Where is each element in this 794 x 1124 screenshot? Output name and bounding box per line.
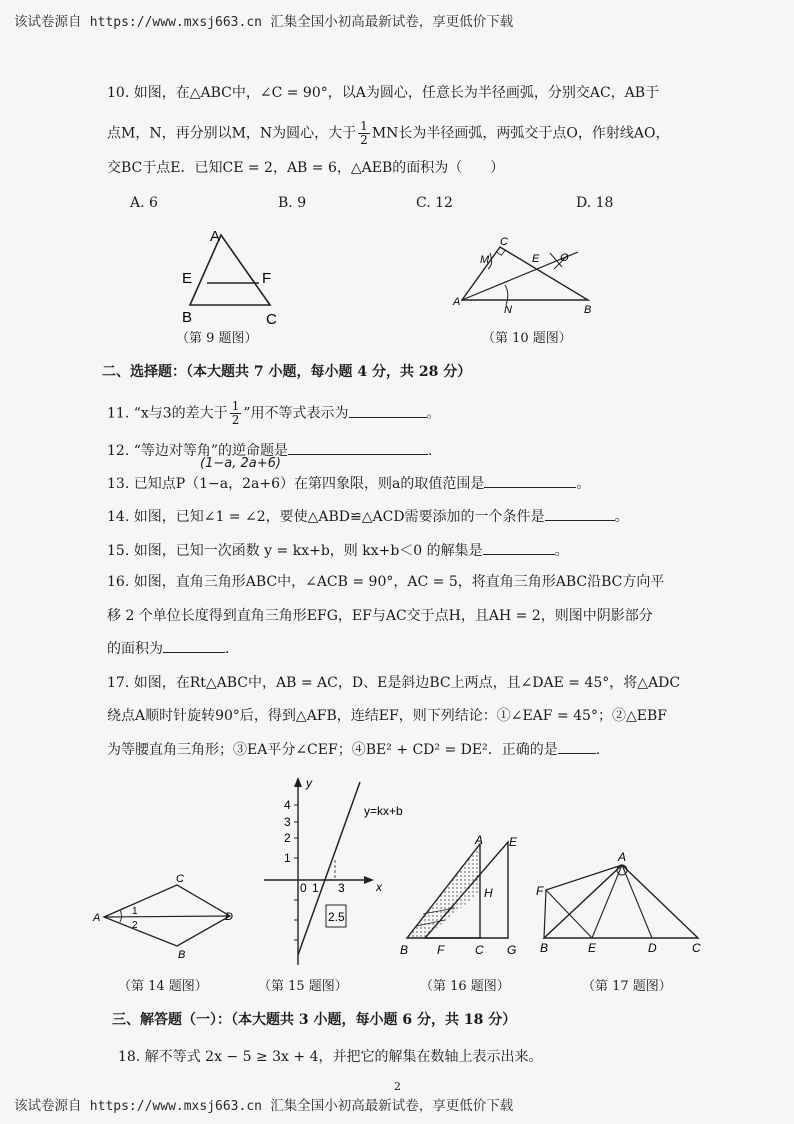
- q11-text-a: 11. “x与3的差大于: [107, 405, 228, 422]
- q11-end: 。: [426, 405, 441, 422]
- q18: 18. 解不等式 2x − 5 ≥ 3x + 4，并把它的解集在数轴上表示出来。: [118, 1049, 543, 1065]
- fig9-label-b: B: [182, 309, 193, 326]
- banner-suffix: 汇集全国小初高最新试卷，享更低价下载: [270, 14, 514, 30]
- fig9-label-c: C: [266, 311, 277, 328]
- banner-prefix: 该试卷源自: [14, 14, 82, 30]
- q11: [107, 400, 441, 427]
- figure-16: [395, 830, 530, 960]
- q11-fraction: [230, 400, 242, 427]
- q15-end: 。: [554, 543, 569, 559]
- q17-line2: 绕点A顺时针旋转90°后，得到△AFB，连结EF，则下列结论：①∠EAF = 45°；②△EBF: [107, 708, 667, 724]
- fig17-label-c: C: [692, 941, 701, 955]
- banner-url-link-bottom[interactable]: https://www.mxsj663.cn: [89, 1099, 262, 1114]
- q17-line3-text: 为等腰直角三角形；③EA平分∠CEF；④BE² + CD² = DE²．正确的是: [107, 742, 558, 758]
- fig17-label-b: B: [540, 941, 549, 955]
- fig14-label-b: B: [178, 949, 186, 961]
- fig15-ytick-2: 2: [284, 831, 291, 845]
- fig10-label-m: M: [480, 254, 490, 266]
- fig14-label-2: 2: [132, 920, 138, 931]
- q16-line3-text: 的面积为: [107, 641, 163, 657]
- q11-frac-num: 1: [231, 399, 240, 413]
- fig14-caption: （第 14 题图）: [118, 979, 208, 994]
- q16-line1: 16. 如图，直角三角形ABC中，∠ACB = 90°，AC = 5，将直角三角形ABC沿BC方向平: [107, 574, 665, 590]
- top-banner: [14, 10, 513, 30]
- page-number: 2: [394, 1080, 401, 1093]
- q10-option-a[interactable]: A. 6: [130, 195, 158, 211]
- fraction-half: [358, 120, 370, 147]
- q10-option-c[interactable]: C. 12: [416, 195, 453, 211]
- q10-line1: 10. 如图，在△ABC中，∠C = 90°，以A为圆心，任意长为半径画弧，分别交AC，AB于: [107, 85, 660, 101]
- q17-line1: 17. 如图，在Rt△ABC中，AB = AC，D、E是斜边BC上两点，且∠DAE = 45°，将△ADC: [107, 675, 681, 691]
- q11-text-b: ”用不等式表示为: [243, 405, 349, 422]
- fig16-label-h: H: [484, 886, 493, 900]
- fig15-box-label: 2.5: [328, 910, 345, 924]
- q14: [107, 506, 629, 527]
- figure-9: [170, 225, 300, 328]
- fig15-caption: （第 15 题图）: [258, 979, 348, 994]
- fig15-axis-x: x: [376, 880, 382, 894]
- figure-14: [92, 870, 242, 960]
- q17-line3: [107, 739, 600, 760]
- q14-text: 14. 如图，已知∠1 = ∠2，要使△ABD≌△ACD需要添加的一个条件是: [107, 509, 545, 525]
- q10-line3: 交BC于点E．已知CE = 2，AB = 6，△AEB的面积为（ ）: [107, 160, 505, 176]
- q16-answer-blank[interactable]: [163, 638, 225, 653]
- figure-10: [450, 235, 600, 320]
- fig9-label-a: A: [210, 228, 221, 245]
- section3-title: 三、解答题（一）：（本大题共 3 小题，每小题 6 分，共 18 分）: [112, 1012, 517, 1028]
- q11-frac-den: 2: [231, 413, 240, 427]
- fig14-label-a: A: [93, 912, 101, 924]
- q14-answer-blank[interactable]: [545, 506, 615, 521]
- banner-suffix-bottom: 汇集全国小初高最新试卷，享更低价下载: [270, 1098, 514, 1114]
- q13-answer-blank[interactable]: [484, 473, 576, 488]
- fig15-axis-y: y: [306, 776, 312, 790]
- fig14-label-1: 1: [132, 906, 138, 917]
- figure-15: [258, 775, 408, 970]
- fig14-label-d: D: [225, 911, 233, 923]
- q13-text: 13. 已知点P（1−a，2a+6）在第四象限，则a的取值范围是: [107, 476, 485, 492]
- figure-17: [532, 845, 707, 955]
- fig10-label-b: B: [584, 304, 592, 316]
- q11-answer-blank[interactable]: [349, 403, 427, 418]
- fig16-label-e: E: [509, 835, 518, 849]
- q17-answer-blank[interactable]: [558, 739, 596, 754]
- fig10-label-n: N: [504, 304, 512, 316]
- fig10-label-e: E: [532, 253, 540, 265]
- q10-line2-b: MN长为半径画弧，两弧交于点O，作射线AO，: [371, 125, 670, 142]
- q12-text: 12. “等边对等角”的逆命题是: [107, 443, 289, 459]
- frac-den: 2: [360, 133, 368, 147]
- q10-option-d[interactable]: D. 18: [576, 195, 614, 211]
- q17-end: .: [595, 742, 601, 758]
- fig17-label-d: D: [648, 941, 657, 955]
- fig16-label-f: F: [437, 943, 445, 957]
- fig10-label-a: A: [453, 296, 461, 308]
- q10-line2-a: 点M，N，再分别以M，N为圆心，大于: [107, 125, 357, 142]
- fig15-xtick-0: 0: [300, 881, 307, 895]
- fig17-label-a: A: [618, 850, 627, 864]
- fig9-label-e: E: [182, 270, 193, 287]
- q16-line3: [107, 638, 229, 659]
- fig15-xtick-3: 3: [338, 881, 345, 895]
- q16-line2: 移 2 个单位长度得到直角三角形EFG，EF与AC交于点H，且AH = 2，则图中阴影部分: [107, 608, 653, 624]
- q13: [107, 473, 590, 494]
- section2-title: 二、选择题：（本大题共 7 小题，每小题 4 分，共 28 分）: [102, 364, 472, 380]
- fig16-caption: （第 16 题图）: [420, 979, 510, 994]
- fig17-label-f: F: [536, 884, 544, 898]
- bottom-banner: [14, 1094, 513, 1114]
- fig14-label-c: C: [176, 873, 184, 885]
- fig15-ytick-1: 1: [284, 851, 291, 865]
- fig16-label-c: C: [475, 943, 484, 957]
- fig15-equation: y=kx+b: [364, 804, 403, 818]
- fig10-caption: （第 10 题图）: [482, 331, 572, 346]
- q14-end: 。: [614, 509, 629, 525]
- frac-num: 1: [360, 119, 368, 133]
- fig15-ytick-4: 4: [284, 798, 291, 812]
- fig9-label-f: F: [262, 270, 272, 287]
- q13-end: 。: [576, 476, 591, 492]
- banner-url-link[interactable]: https://www.mxsj663.cn: [89, 15, 262, 30]
- q12-end: .: [428, 443, 433, 459]
- fig16-label-a: A: [475, 833, 484, 847]
- fig10-label-c: C: [500, 236, 508, 248]
- q15: [107, 540, 569, 561]
- q15-text: 15. 如图，已知一次函数 y = kx+b，则 kx+b＜0 的解集是: [107, 543, 483, 559]
- q10-line2: [107, 120, 669, 147]
- banner-prefix-bottom: 该试卷源自: [14, 1098, 82, 1114]
- q10-option-b[interactable]: B. 9: [278, 195, 307, 211]
- fig15-xtick-1: 1: [312, 881, 319, 895]
- q16-end: .: [225, 641, 230, 657]
- fig17-caption: （第 17 题图）: [582, 979, 672, 994]
- fig10-label-o: O: [560, 252, 569, 264]
- fig9-caption: （第 9 题图）: [176, 331, 258, 346]
- fig15-ytick-3: 3: [284, 815, 291, 829]
- q12-answer-blank[interactable]: [288, 440, 428, 455]
- fig17-label-e: E: [588, 941, 597, 955]
- fig16-label-b: B: [400, 943, 409, 957]
- q15-answer-blank[interactable]: [483, 540, 555, 555]
- fig16-label-g: G: [507, 943, 517, 957]
- q13-handwritten-note: (1−a, 2a+6): [200, 456, 281, 471]
